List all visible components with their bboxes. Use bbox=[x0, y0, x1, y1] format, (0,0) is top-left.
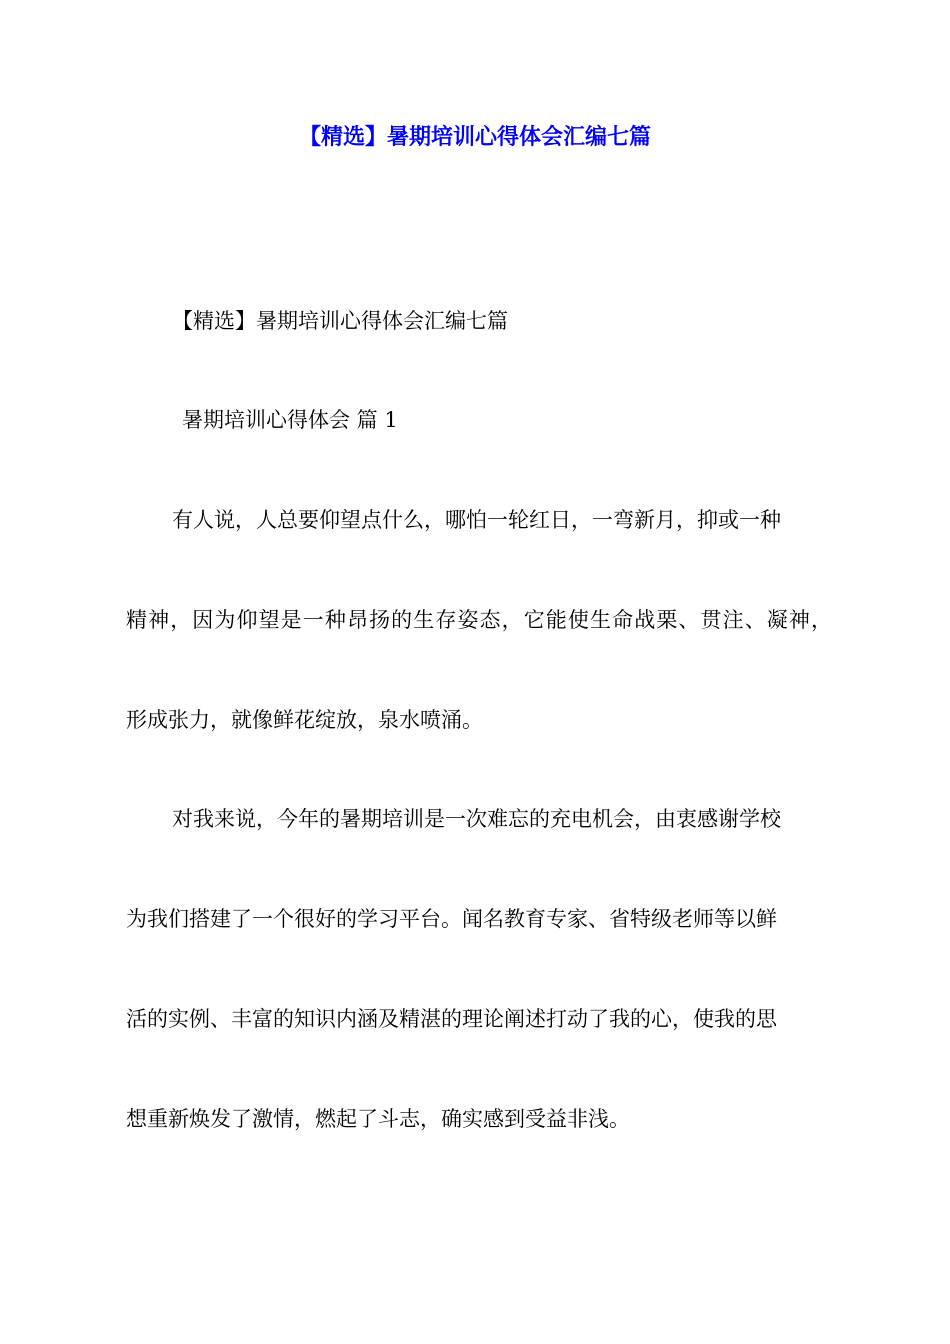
paragraph-line: 精神，因为仰望是一种昂扬的生存姿态，它能使生命战栗、贯注、凝神， bbox=[126, 608, 832, 632]
paragraph-line: 形成张力，就像鲜花绽放，泉水喷涌。 bbox=[126, 708, 483, 732]
paragraph-line: 想重新焕发了激情，燃起了斗志，确实感到受益非浅。 bbox=[126, 1107, 630, 1131]
document-heading: 【精选】暑期培训心得体会汇编七篇 bbox=[172, 309, 508, 333]
document-title: 【精选】暑期培训心得体会汇编七篇 bbox=[298, 125, 651, 150]
paragraph-line: 对我来说，今年的暑期培训是一次难忘的充电机会，由衷感谢学校 bbox=[172, 807, 781, 831]
paragraph-line: 为我们搭建了一个很好的学习平台。闻名教育专家、省特级老师等以鲜 bbox=[126, 907, 777, 931]
paragraph-line: 活的实例、丰富的知识内涵及精湛的理论阐述打动了我的心，使我的思 bbox=[126, 1007, 777, 1031]
paragraph-line: 有人说，人总要仰望点什么，哪怕一轮红日，一弯新月，抑或一种 bbox=[172, 508, 781, 532]
section-heading: 暑期培训心得体会 篇 1 bbox=[182, 408, 398, 432]
